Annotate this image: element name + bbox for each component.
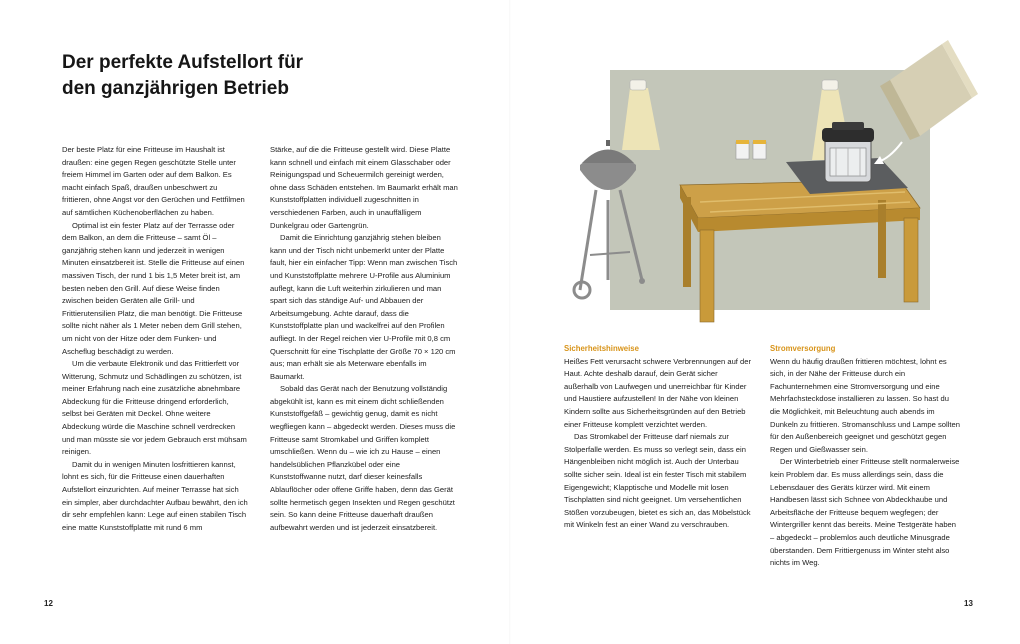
text-column-4 <box>770 343 960 570</box>
title-line-2: den ganzjährigen Betrieb <box>62 78 289 99</box>
paragraph: Der Winterbetrieb einer Fritteuse stellt normalerweise kein Problem dar. Es muss allerdings sein, dass die Lebensdauer des Geräts kürzer wird. Mit einem Handbesen lässt sich Schnee von Abdeckhaube und Arbeitsfläche der Fritteuse bequem wegfegen; der Wintergriller kennt das bereits. Meine Testgeräte haben – abgedeckt – problemlos auch deutliche Minusgrade überstanden. Dem Frittiergenuss im Winter steht also nichts im Weg. <box>770 457 960 568</box>
paragraph: Sobald das Gerät nach der Benutzung vollständig abgekühlt ist, kann es mit einem dicht schließenden Kunststoffgefäß – gewichtig genug, damit es nicht wegfliegen kann – abgedeckt werden. Dieses muss die Fritteuse samt Stromkabel und Griffen komplett umschließen. Wenn du – wie ich zu Hause – einen handelsüblichen Pflanzkübel oder eine Kunststoffwanne nutzt, darf dieser keinesfalls Ablauflöcher oder offene Griffe haben, denn das Gerät sollte hermetisch gegen Insekten und Regen geschützt sein. So kann deine Fritteuse dauerhaft draußen aufbewahrt werden und ist jederzeit einsatzbereit. <box>270 384 456 532</box>
paragraph: Wenn du häufig draußen frittieren möchtest, lohnt es sich, in der Nähe der Fritteuse durch ein Fachunternehmen eine Stromversorgung und eine Mehrfachsteckdose installieren zu lassen. So hast du die Möglichkeit, mit Beleuchtung auch abends im Dunkeln zu frittieren. Stromanschluss und Lampe sollten für den Außenbereich geeignet und geschützt gegen Regen und Gießwasser sein. <box>770 356 960 454</box>
paragraph: Optimal ist ein fester Platz auf der Terrasse oder dem Balkon, an dem die Fritteuse – samt Öl – ganzjährig stehen kann und jederzeit in wenigen Minuten einsatzbereit ist. Stelle die Fritteuse auf einen massiven Tisch, der rund 1 bis 1,5 Meter breit ist, am besten neben den Grill. Auf diese Weise finden zwischen beiden Geräten alle Grill- und Frittierutensilien Platz, die man benötigt. Die Fritteuse sollte nicht näher als 1 Meter neben dem Grill stehen, um nicht von der Hitze oder dem Funken- und Ascheflug beschädigt zu werden. <box>62 220 245 356</box>
outdoor-fryer-illustration <box>560 40 980 340</box>
text-column-3 <box>564 343 752 532</box>
paragraph: Das Stromkabel der Fritteuse darf niemals zur Stolperfalle werden. Es muss so verlegt sein, dass ein Hängenbleiben nicht möglich ist. Auch der Unterbau sollte sicher sein. Ideal ist ein fester Tisch mit stabilem Eigengewicht; Klapptische und Modelle mit losen Tischplatten sind nicht geeignet. Um versehentlichen Stößen vorzubeugen, bietet es sich an, das Möbelstück mit Winkeln fest an einer Wand zu verschrauben. <box>564 432 751 530</box>
paragraph: Stärke, auf die die Fritteuse gestellt wird. Diese Platte kann schnell und einfach mit einem Glasschaber oder Reinigungspad und Scheuermilch gereinigt werden, ohne dass Schäden entstehen. Im Baumarkt erhält man Kunststoffplatten individuell zugeschnitten in verschiedenen Farben, auch in unauffälligem Dunkelgrau oder Gartengrün. <box>270 145 458 230</box>
section-heading-safety: Sicherheitshinweise <box>564 344 639 353</box>
section-heading-power: Stromversorgung <box>770 344 836 353</box>
page-number-right: 13 <box>964 599 973 608</box>
text-column-1 <box>62 144 248 534</box>
paragraph: Damit die Einrichtung ganzjährig stehen bleiben kann und der Tisch nicht unbemerkt unter der Platte fault, hier ein einfacher Tipp: Wenn man zwischen Tisch und Kunststoffplatte mehrere U-Profile aus Aluminium auflegt, kann die Luft weiterhin zirkulieren und man spart sich das ständige Auf- und Abbauen der Arbeitsumgebung. Achte darauf, dass die Kunststoffplatte plan und wackelfrei auf den Profilen aufliegt. In der Regel reichen vier U-Profile mit 0,8 cm Querschnitt für eine Tischplatte der Größe 70 × 120 cm aus; man erhält sie als Meterware ebenfalls im Baumarkt. <box>270 233 458 381</box>
socket-icon <box>753 142 766 159</box>
title-line-1: Der perfekte Aufstellort für <box>62 52 304 73</box>
fryer-icon <box>822 122 874 182</box>
page-gutter <box>509 0 511 644</box>
lamp-icon <box>822 80 838 90</box>
lamp-icon <box>630 80 646 90</box>
paragraph: Damit du in wenigen Minuten losfrittieren kannst, lohnt es sich, für die Fritteuse einen dauerhaften Aufstellort einzurichten. Auf meiner Terrasse hat sich ein simpler, aber durchdachter Aufbau bewährt, den ich dir sehr empfehlen kann: Lege auf einen stabilen Tisch eine matte Kunststoffplatte mit rund 6 mm <box>62 459 248 532</box>
socket-icon <box>736 142 749 159</box>
paragraph: Heißes Fett verursacht schwere Verbrennungen auf der Haut. Achte deshalb darauf, dein Gerät sicher außerhalb von Laufwegen und unerreichbar für Kinder und Haustiere aufzustellen! In der Nähe von kleinen Kindern sollte aus Sicherheitsgründen auf den Betrieb einer Fritteuse komplett verzichtet werden. <box>564 356 751 429</box>
paragraph: Der beste Platz für eine Fritteuse im Haushalt ist draußen: eine gegen Regen geschützte Stelle unter freiem Himmel im Garten oder auf dem Balkon. Es macht einfach Spaß, draußen unbeschwert zu frittieren, ohne Angst vor den Gerüchen und Fettfilmen auf sämtlichen Küchenoberflächen zu haben. <box>62 145 245 217</box>
text-column-2 <box>270 144 458 534</box>
page-title <box>62 50 402 102</box>
page-number-left: 12 <box>44 599 53 608</box>
paragraph: Um die verbaute Elektronik und das Frittierfett vor Witterung, Schmutz und Schädlingen zu schützen, ist meiner Erfahrung nach eine zusätzliche abnehmbare Abdeckung für die Fritteuse dringend erforderlich, selbst bei Geräten mit Deckel. Ohne weitere Abdeckung würde die Maschine schnell verdrecken und man müsste sie vor jedem Gebrauch erst mühsam reinigen. <box>62 359 247 457</box>
